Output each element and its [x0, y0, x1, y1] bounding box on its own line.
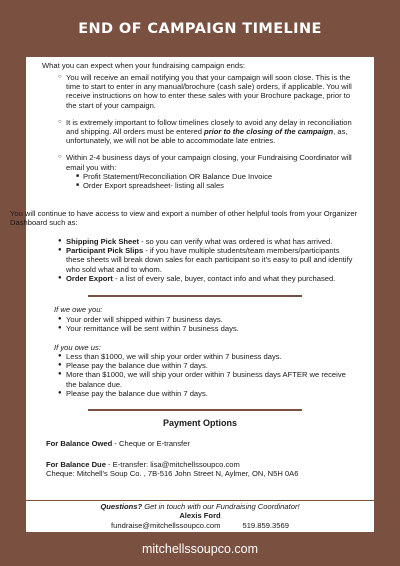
- cheque-line: Cheque: Mitchell's Soup Co. , 7B-516 John Street N, Aylmer, ON, N5H 0A6: [46, 469, 299, 478]
- timeline-item-notice: ○ You will receive an email notifying you that your campaign will soon close. This is the time to start to enter in any manual/brochure (cash sale) orders, if applicable. You will receive instructions on how to enter these sales with your Brochure package, prior to the start of your campaign.: [58, 73, 358, 110]
- contact-email[interactable]: fundraise@mitchellssoupco.com: [111, 521, 221, 530]
- left-border: [0, 0, 26, 566]
- page-title: END OF CAMPAIGN TIMELINE: [78, 20, 322, 37]
- owe-us-item: ● Less than $1000, we will ship your order within 7 business days.: [58, 352, 353, 361]
- right-border: [374, 0, 400, 566]
- divider: [88, 409, 302, 411]
- tool-item: ● Shipping Pick Sheet - so you can verify what was ordered is what has arrived.: [58, 237, 358, 246]
- balance-owed-line: For Balance Owed - Cheque or E-transfer: [46, 439, 190, 448]
- tool-item: ● Participant Pick Slips - if you have multiple students/team members/participants these sheets will break down sales for each participant so it's easy to pull and identify who sold what and to whom.: [58, 246, 358, 274]
- contact-phone[interactable]: 519.859.3569: [242, 521, 289, 530]
- followup-subitem: ■ Order Export spreadsheet- listing all sales: [76, 181, 358, 190]
- owe-you-heading: If we owe you:: [54, 305, 103, 314]
- page-footer: [0, 532, 400, 566]
- owe-you-item: ● Your order will shipped within 7 business days.: [58, 315, 348, 324]
- owe-us-item: ● Please pay the balance due within 7 days.: [58, 389, 353, 398]
- owe-us-item: ● Please pay the balance due within 7 days.: [58, 361, 353, 370]
- contact-details: [26, 521, 374, 530]
- divider: [88, 295, 302, 297]
- content-area: [10, 57, 374, 532]
- owe-us-item: ● More than $1000, we will ship your order within 7 business days AFTER we receive the balance due.: [58, 370, 353, 388]
- tool-item: ● Order Export - a list of every sale, buyer, contact info and what they purchased.: [58, 274, 358, 283]
- timeline-item-followup: ○ Within 2-4 business days of your campaign closing, your Fundraising Coordinator will email you with: ■ Profit Statement/Reconciliation OR Balance Due Invoice ■ Order Export spreadsheet- listing all sales: [58, 153, 358, 190]
- balance-due-line: For Balance Due - E-transfer: lisa@mitchellssoupco.com: [46, 460, 240, 469]
- owe-you-list: [58, 315, 348, 333]
- followup-subitem: ■ Profit Statement/Reconciliation OR Balance Due Invoice: [76, 172, 358, 181]
- timeline-list: [58, 73, 358, 190]
- footer-website-link[interactable]: mitchellssoupco.com: [141, 542, 258, 556]
- contact-divider: [26, 500, 374, 501]
- tools-intro: You will continue to have access to view and export a number of other helpful tools from your Organizer Dashboard such as:: [10, 209, 358, 228]
- intro-text: What you can expect when your fundraising campaign ends:: [42, 61, 246, 70]
- timeline-item-deadline: ○ It is extremely important to follow timelines closely to avoid any delay in reconciliation and shipping. All orders must be entered prior to the closing of the campaign, as, unfortunately, we will not be able to accommodate late entries.: [58, 118, 358, 146]
- tools-list: [58, 237, 358, 283]
- contact-question: Questions? Get in touch with our Fundraising Coordinator!: [100, 502, 300, 511]
- contact-name: Alexis Ford: [179, 511, 221, 520]
- page-header: [0, 0, 400, 57]
- owe-you-item: ● Your remittance will be sent within 7 business days.: [58, 324, 348, 333]
- owe-us-list: [58, 352, 353, 398]
- owe-us-heading: If you owe us:: [54, 343, 101, 352]
- followup-sublist: [66, 172, 358, 190]
- payment-title: Payment Options: [162, 418, 237, 428]
